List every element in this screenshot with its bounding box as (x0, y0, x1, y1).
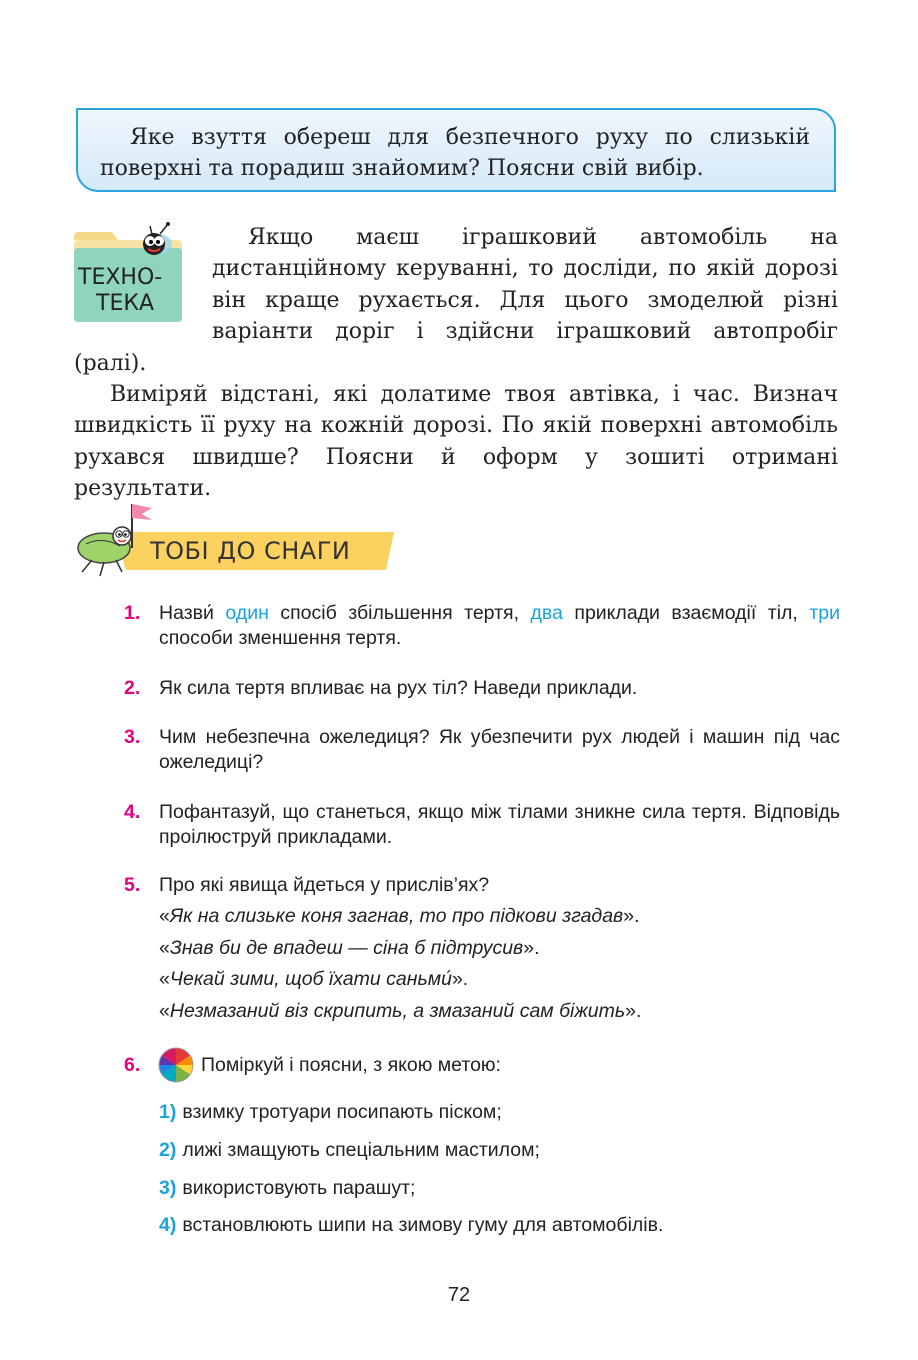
quote-mark: ». (523, 937, 540, 959)
subitem-number: 2) (159, 1139, 177, 1161)
callout-text: Яке взуття обереш для безпечного руху по слизькій поверхні та порадиш знайомим? Поясни свій вибір. (100, 125, 810, 181)
question-text: приклади взаємодії тіл, (562, 602, 810, 624)
technoteka-label-line2: ТЕКА (96, 291, 155, 316)
question-5 (124, 873, 840, 898)
question-2 (124, 676, 840, 701)
subitem-2 (159, 1139, 540, 1162)
proverb-text: Чекай зими, щоб їхати саньми́ (169, 968, 452, 990)
proverb-text: Знав би де впадеш — сіна б підтрусив (169, 937, 524, 959)
question-1 (124, 601, 840, 651)
proverb-text: Як на слизьке коня загнав, то про підкови згадав (169, 905, 624, 927)
subitem-text: лижі змащують спеціальним мастилом; (182, 1139, 540, 1161)
question-text: спосіб збільшення тертя, (268, 602, 531, 624)
subitem-1 (159, 1101, 502, 1124)
question-text: Пофантазуй, що станеться, якщо між тілами зникне сила тертя. Відповідь проілюструй прикладами. (159, 801, 840, 848)
section-title: ТОБІ ДО СНАГИ (150, 537, 351, 565)
proverb-4 (159, 1000, 641, 1023)
question-3 (124, 725, 840, 775)
question-number: 1. (124, 602, 141, 624)
subitem-text: взимку тротуари посипають піском; (182, 1101, 502, 1123)
question-text: Про які явища йдеться у прислів’ях? (159, 874, 490, 896)
quote-mark: ». (623, 905, 640, 927)
technoteka-paragraph-2: Виміряй відстані, які долатиме твоя автівка, і час. Визнач швидкість її руху на кожній дорозі. По якій поверхні автомобіль рухався швидше? Поясни й оформ у зошиті отримані результати. (74, 382, 838, 502)
question-number: 5. (124, 874, 141, 896)
question-text: Назви́ (159, 602, 226, 624)
question-6 (124, 1053, 840, 1078)
quote-mark: ». (625, 1000, 642, 1022)
question-text: Чим небезпечна ожеледиця? Як убезпечити рух людей і машин під час ожеледиці? (159, 726, 840, 773)
quote-mark: « (159, 937, 170, 959)
proverb-text: Незмазаний віз скрипить, а змазаний сам біжить (169, 1000, 626, 1022)
subitem-number: 3) (159, 1177, 177, 1199)
question-number: 6. (124, 1054, 141, 1076)
quote-mark: « (159, 1000, 170, 1022)
technoteka-label-line1: ТЕХНО- (78, 265, 163, 290)
subitem-number: 4) (159, 1214, 177, 1236)
subitem-3 (159, 1177, 415, 1200)
proverb-2 (159, 937, 540, 960)
question-callout (76, 108, 836, 192)
technoteka-text (74, 222, 838, 505)
keyword-two: два (530, 602, 563, 624)
keyword-one: один (225, 602, 269, 624)
question-number: 4. (124, 801, 141, 823)
quote-mark: « (159, 905, 170, 927)
keyword-three: три (809, 602, 840, 624)
proverb-1 (159, 905, 640, 928)
subitem-text: використовують парашут; (182, 1177, 416, 1199)
color-wheel-icon (158, 1047, 194, 1083)
question-number: 3. (124, 726, 141, 748)
technoteka-paragraph-1: Якщо маєш іграшковий автомобіль на дистанційному керуванні, то досліди, по якій дорозі він краще рухається. Для цього змоделюй різні варіанти доріг і здійсни іграшковий автопробіг (ралі). (74, 225, 838, 376)
subitem-4 (159, 1214, 663, 1237)
subitem-text: встановлюють шипи на зимову гуму для автомобілів. (182, 1214, 664, 1236)
quote-mark: « (159, 968, 170, 990)
page-number: 72 (447, 1284, 471, 1306)
question-text: Поміркуй і поясни, з якою метою: (201, 1054, 501, 1076)
question-4 (124, 800, 840, 850)
subitem-number: 1) (159, 1101, 177, 1123)
question-text: способи зменшення тертя. (159, 627, 402, 649)
quote-mark: ». (451, 968, 469, 990)
question-number: 2. (124, 677, 141, 699)
question-text: Як сила тертя впливає на рух тіл? Наведи приклади. (159, 677, 638, 699)
proverb-3 (159, 968, 468, 991)
